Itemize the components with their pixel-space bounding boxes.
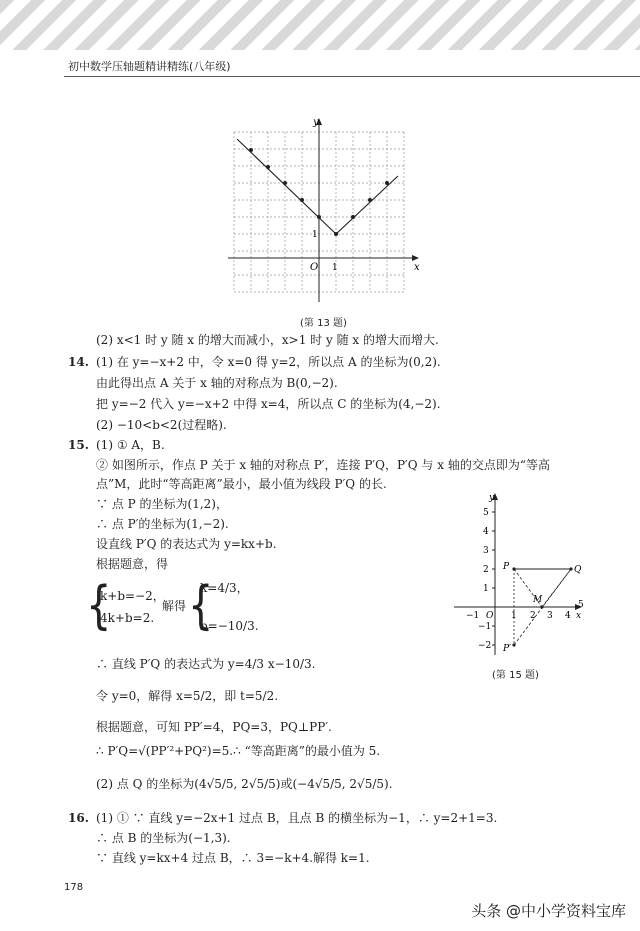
- equation-1: k+b=−2，: [100, 589, 165, 603]
- q15-line2: ② 如图所示，作点 P 关于 x 轴的对称点 P′，连接 P′Q，P′Q 与 x 轴的交点即为“等高: [96, 458, 550, 472]
- y-tick-label: 2: [483, 565, 489, 575]
- watermark: 头条 @中小学资料宝库: [471, 902, 626, 920]
- solution-k: k=4/3，: [200, 581, 249, 595]
- x-tick-label: O: [486, 611, 494, 621]
- x-axis-label: x: [414, 262, 420, 273]
- y-tick-label: 4: [483, 527, 489, 537]
- q15-line7: 根据题意，得: [96, 557, 169, 571]
- q15-lengths: 根据题意，可知 PP′=4，PQ=3，PQ⊥PP′.: [96, 720, 332, 734]
- q14-number: 14.: [68, 355, 89, 369]
- equation-2: 4k+b=2.: [100, 611, 155, 625]
- q14-part1: (1) 在 y=−x+2 中，令 x=0 得 y=2，所以点 A 的坐标为(0,2).: [96, 355, 441, 369]
- point-p-prime-label: P′: [503, 644, 512, 654]
- q16-part1: (1) ① ∵ 直线 y=−2x+1 过点 B，且点 B 的横坐标为−1，∴ y=2+1=3.: [96, 811, 498, 825]
- q14-line3: 把 y=−2 代入 y=−x+2 中得 x=4，所以点 C 的坐标为(4,−2).: [96, 397, 441, 411]
- q15-expression: ∴ 直线 P′Q 的表达式为 y=4/3 x−10/3.: [96, 657, 316, 671]
- y-tick-label: 3: [483, 546, 489, 556]
- system-brace-right: {: [188, 576, 214, 636]
- figure-13-caption: (第 13 题): [300, 318, 347, 329]
- figure-15-caption: (第 15 题): [492, 670, 539, 681]
- q15-line6: 设直线 P′Q 的表达式为 y=kx+b.: [96, 537, 277, 551]
- q15-t-value: 令 y=0，解得 x=5/2，即 t=5/2.: [96, 689, 279, 703]
- x-one-label: 1: [332, 263, 338, 273]
- system-brace-left: {: [86, 576, 112, 636]
- q16-line3: ∵ 直线 y=kx+4 过点 B，∴ 3=−k+4.解得 k=1.: [96, 851, 370, 865]
- figure-15: [448, 490, 588, 660]
- figure-13: [224, 116, 424, 311]
- x-tick-label: 3: [547, 611, 553, 621]
- point-q-label: Q: [574, 565, 582, 575]
- x-tick-label: 5: [578, 600, 584, 610]
- y-tick-label: −2: [478, 641, 492, 651]
- q15-part1: (1) ① A，B.: [96, 438, 165, 452]
- y-one-label: 1: [312, 230, 318, 240]
- q14-part2: (2) −10<b<2(过程略).: [96, 418, 227, 432]
- q15-min-distance: ∴ P′Q=√(PP′²+PQ²)=5.∴ “等高距离”的最小值为 5.: [96, 744, 381, 758]
- point-p-label: P: [503, 562, 510, 572]
- y-axis-label: y: [313, 117, 319, 128]
- x-tick-label: 1: [511, 611, 517, 621]
- q15-line5: ∴ 点 P′的坐标为(1,−2).: [96, 517, 229, 531]
- header-stripes: [0, 0, 640, 50]
- q16-number: 16.: [68, 811, 89, 825]
- origin-label: O: [310, 262, 319, 273]
- x-tick-label: 2: [530, 611, 536, 621]
- solve-label: 解得: [162, 599, 187, 613]
- running-header: 初中数学压轴题精讲精练(八年级): [68, 60, 231, 73]
- solution-b: b=−10/3.: [200, 619, 259, 633]
- point-m-label: M: [533, 595, 543, 605]
- q16-line2: ∴ 点 B 的坐标为(−1,3).: [96, 831, 231, 845]
- fig15-y-label: y: [489, 493, 495, 503]
- q13-part2: (2) x<1 时 y 随 x 的增大而减小，x>1 时 y 随 x 的增大而增大.: [96, 333, 439, 347]
- header-rule: [64, 76, 640, 77]
- y-tick-label: 5: [483, 508, 489, 518]
- q15-line4: ∵ 点 P 的坐标为(1,2)，: [96, 497, 228, 511]
- q15-number: 15.: [68, 438, 89, 452]
- y-tick-label: −1: [478, 622, 492, 632]
- x-tick-label: −1: [466, 611, 480, 621]
- x-tick-label: 4: [565, 611, 571, 621]
- q15-line3: 点”M，此时“等高距离”最小，最小值为线段 P′Q 的长.: [96, 477, 387, 491]
- page-number: 178: [64, 882, 84, 893]
- fig15-x-label: x: [576, 611, 582, 621]
- y-tick-label: 1: [483, 584, 489, 594]
- q15-part2: (2) 点 Q 的坐标为(4√5/5, 2√5/5)或(−4√5/5, 2√5/5).: [96, 777, 393, 791]
- q14-line2: 由此得出点 A 关于 x 轴的对称点为 B(0,−2).: [96, 376, 338, 390]
